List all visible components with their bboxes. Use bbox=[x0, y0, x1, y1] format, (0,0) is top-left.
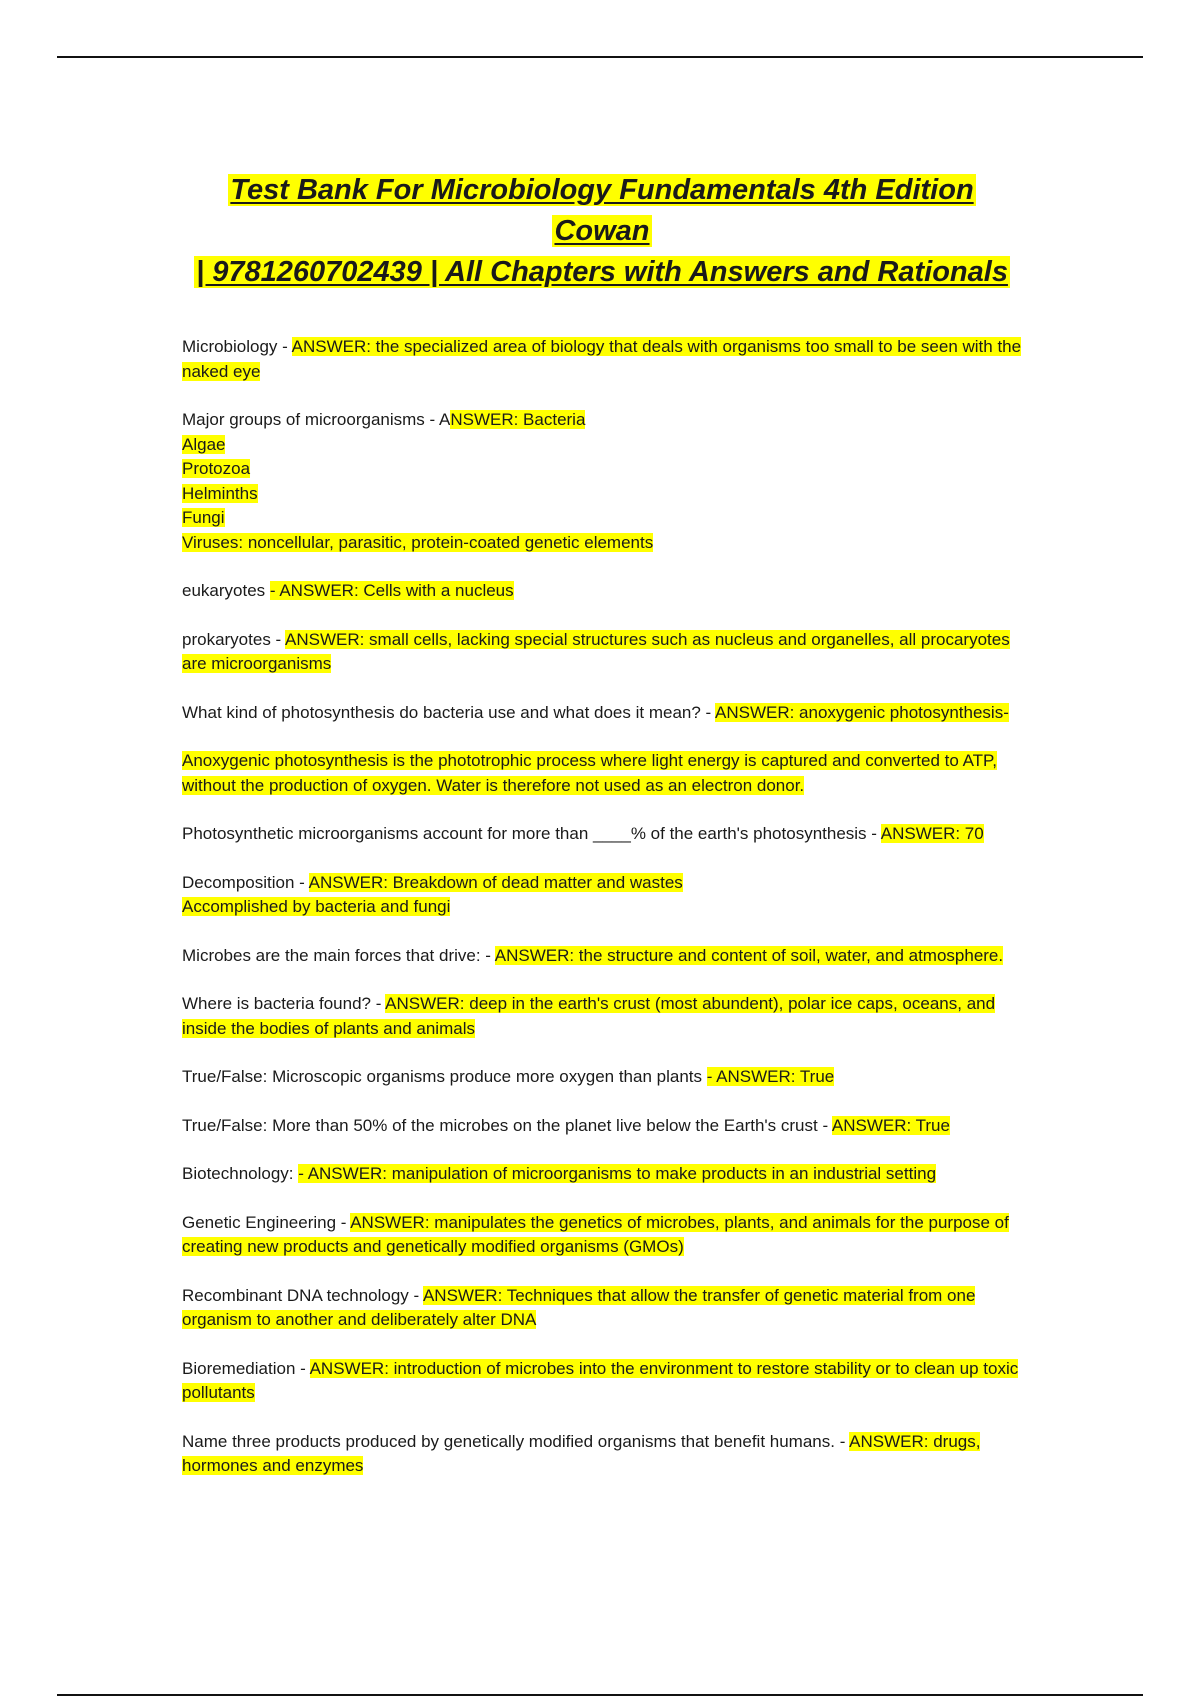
top-rule bbox=[57, 56, 1143, 58]
document-title bbox=[182, 170, 1022, 293]
qa-item bbox=[182, 1162, 1022, 1187]
question-text: What kind of photosynthesis do bacteria use and what does it mean? - bbox=[182, 702, 715, 722]
answer-text: ANSWER: manipulates the genetics of microbes, plants, and animals for the purpose of creating new products and genetically modified organisms (GMOs) bbox=[182, 1212, 1009, 1256]
qa-item bbox=[182, 822, 1022, 847]
answer-line: Accomplished by bacteria and fungi bbox=[182, 897, 451, 916]
document-body bbox=[182, 170, 1022, 1503]
question-text: Microbes are the main forces that drive: - bbox=[182, 945, 495, 965]
answer-text: ANSWER: small cells, lacking special structures such as nucleus and organelles, all procaryotes are microorganisms bbox=[182, 629, 1010, 673]
answer-text: ANSWER: Breakdown of dead matter and wastes bbox=[308, 872, 683, 892]
answer-text: Anoxygenic photosynthesis is the phototrophic process where light energy is captured and converted to ATP, without the production of oxygen. Water is therefore not used as an electron donor. bbox=[182, 751, 997, 795]
qa-item bbox=[182, 701, 1022, 726]
title-line-1: Test Bank For Microbiology Fundamentals 4th Edition Cowan bbox=[230, 174, 974, 247]
answer-text: ANSWER: deep in the earth's crust (most abundent), polar ice caps, oceans, and inside the bodies of plants and animals bbox=[182, 994, 996, 1038]
qa-item bbox=[182, 749, 1022, 798]
answer-line: Algae bbox=[182, 434, 226, 454]
qa-item bbox=[182, 408, 1022, 555]
question-text: Biotechnology: bbox=[182, 1164, 299, 1183]
question-text: prokaryotes - bbox=[182, 629, 285, 649]
answer-text: - ANSWER: True bbox=[706, 1067, 835, 1086]
answer-text: ANSWER: the structure and content of soil, water, and atmosphere. bbox=[494, 945, 1004, 965]
qa-item bbox=[182, 335, 1022, 384]
answer-text: ANSWER: drugs, hormones and enzymes bbox=[182, 1431, 981, 1475]
answer-line: Helminths bbox=[182, 483, 258, 503]
answer-text: ANSWER: introduction of microbes into the environment to restore stability or to clean up toxic pollutants bbox=[182, 1358, 1019, 1402]
qa-item bbox=[182, 579, 1022, 604]
answer-text: - ANSWER: manipulation of microorganisms to make products in an industrial setting bbox=[298, 1164, 937, 1183]
answer-line: Viruses: noncellular, parasitic, protein-coated genetic elements bbox=[182, 532, 654, 552]
question-text: True/False: Microscopic organisms produce more oxygen than plants bbox=[182, 1067, 707, 1086]
question-text: Decomposition - bbox=[182, 872, 309, 892]
question-text: Microbiology - bbox=[182, 337, 292, 356]
answer-text: ANSWER: Techniques that allow the transfer of genetic material from one organism to another and deliberately alter DNA bbox=[182, 1285, 976, 1329]
qa-item bbox=[182, 871, 1022, 920]
question-text: eukaryotes bbox=[182, 581, 270, 600]
question-text: Where is bacteria found? - bbox=[182, 994, 386, 1013]
answer-text: ANSWER: anoxygenic photosynthesis- bbox=[715, 702, 1009, 722]
qa-item bbox=[182, 992, 1022, 1041]
answer-text: ANSWER: True bbox=[831, 1115, 950, 1135]
question-text: Name three products produced by genetically modified organisms that benefit humans. - bbox=[182, 1431, 850, 1451]
answer-text: ANSWER: the specialized area of biology that deals with organisms too small to be seen with the naked eye bbox=[182, 337, 1022, 381]
qa-item bbox=[182, 628, 1022, 677]
qa-item bbox=[182, 1284, 1022, 1333]
qa-item bbox=[182, 1357, 1022, 1406]
bottom-rule bbox=[57, 1694, 1143, 1696]
answer-line: Protozoa bbox=[182, 459, 251, 478]
qa-item bbox=[182, 1065, 1022, 1090]
answer-text: NSWER: Bacteria bbox=[450, 410, 586, 429]
question-text: True/False: More than 50% of the microbes on the planet live below the Earth's crust - bbox=[182, 1115, 832, 1135]
answer-line: Fungi bbox=[182, 508, 225, 527]
qa-item bbox=[182, 944, 1022, 969]
question-text: Major groups of microorganisms - A bbox=[182, 410, 451, 429]
qa-item bbox=[182, 1211, 1022, 1260]
answer-text: ANSWER: 70 bbox=[880, 824, 984, 843]
qa-item bbox=[182, 1430, 1022, 1479]
answer-text: - ANSWER: Cells with a nucleus bbox=[269, 581, 514, 600]
title-line-2: | 9781260702439 | All Chapters with Answers and Rationals bbox=[196, 256, 1008, 288]
question-text: Recombinant DNA technology - bbox=[182, 1285, 423, 1305]
question-text: Genetic Engineering - bbox=[182, 1212, 351, 1232]
question-text: Bioremediation - bbox=[182, 1358, 310, 1378]
qa-item bbox=[182, 1114, 1022, 1139]
qa-list bbox=[182, 335, 1022, 1479]
question-text: Photosynthetic microorganisms account for more than ____% of the earth's photosynthesis - bbox=[182, 824, 881, 843]
